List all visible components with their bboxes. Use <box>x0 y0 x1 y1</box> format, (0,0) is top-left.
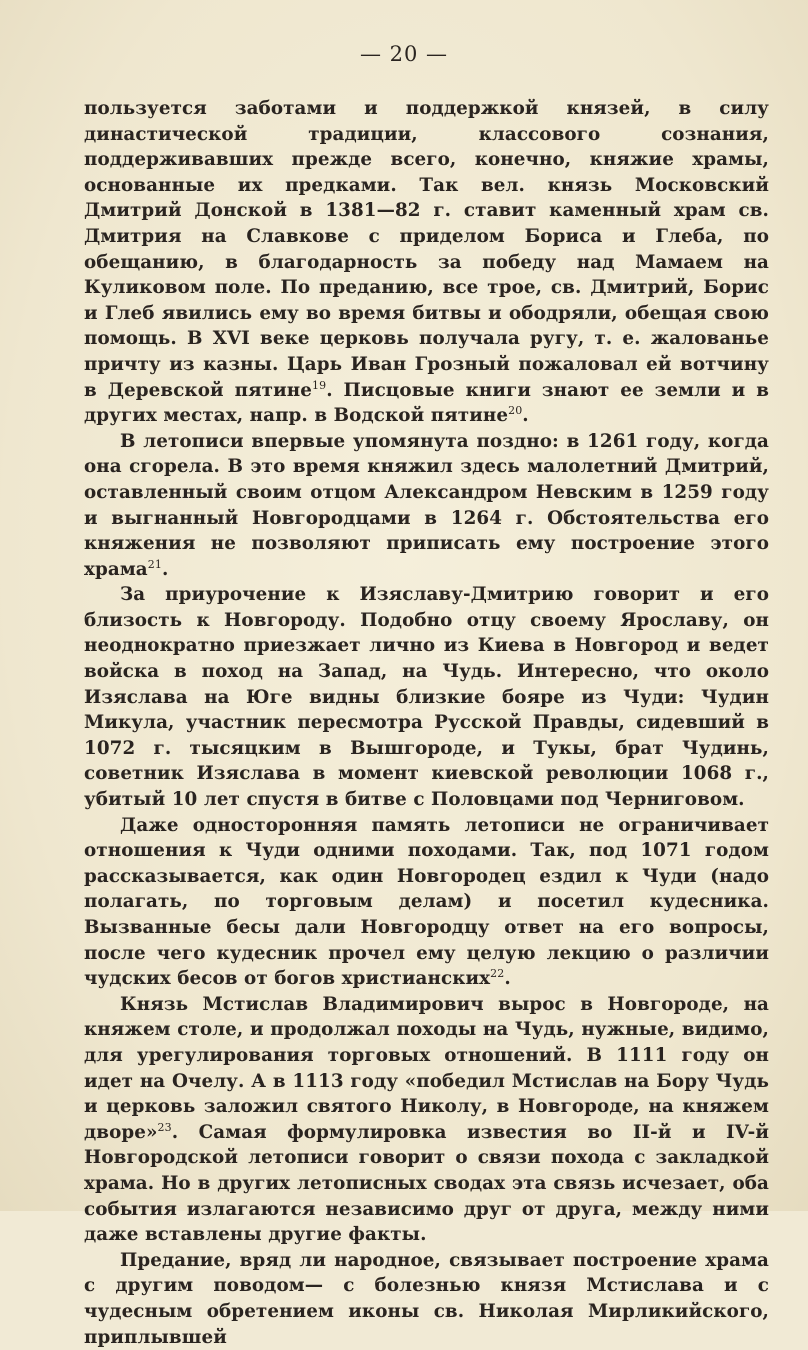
paragraph-text: . <box>504 968 511 990</box>
paragraph-text: . Самая формулировка известия во II-й и IV-й Новгородской летописи говорит о связи похода с закладкой храма. Но в других летописных сводах эта связь исчезает, оба события излагаются независимо друг от друга, между ними даже вставлены другие факты. <box>84 1121 769 1246</box>
paragraph-text: . <box>522 405 529 427</box>
paragraph <box>84 992 769 1248</box>
paragraph <box>84 813 769 992</box>
footnote-marker: 20 <box>508 404 523 418</box>
paragraph-text: В летописи впервые упомянута поздно: в 1261 году, когда она сгорела. В это время княжил здесь малолетний Дмитрий, оставленный своим отцом Александром Невским в 1259 году и выгнанный Новгородцами в 1264 г. Обстоятельства его княжения не позволяют приписать ему построение этого храма <box>84 430 769 580</box>
footnote-marker: 19 <box>311 378 327 392</box>
page-number: — 20 — <box>359 42 449 66</box>
footnote-marker: 21 <box>147 557 162 571</box>
paragraph-text: Князь Мстислав Владимирович вырос в Новгороде, на княжем столе, и продолжал походы на Чудь, нужные, видимо, для урегулирования торговых отношений. В 1111 году он идет на Очелу. А в 1113 году «победил Мстислав на Бору Чудь и церковь заложил святого Николу, в Новгороде, на княжем дворе» <box>84 993 769 1143</box>
paragraph <box>84 96 769 429</box>
paragraph <box>84 1248 769 1350</box>
paragraph-text: . Писцовые книги знают ее земли и в других местах, напр. в Водской пятине <box>84 379 769 427</box>
page-body-text <box>84 96 769 1350</box>
paragraph <box>84 582 769 812</box>
paragraph-text: Предание, вряд ли народное, связывает построение храма с другим поводом— с болезнью князя Мстислава и с чудесным обретением иконы св. Николая Мирликийского, приплывшей <box>84 1249 769 1348</box>
paragraph-text: За приурочение к Изяславу-Дмитрию говорит и его близость к Новгороду. Подобно отцу своему Ярославу, он неоднократно приезжает лично из Киева в Новгород и ведет войска в поход на Запад, на Чудь. Интересно, что около Изяслава на Юге видны близкие бояре из Чуди: Чудин Микула, участник пересмотра Русской Правды, сидевший в 1072 г. тысяцким в Вышгороде, и Тукы, брат Чудинь, советник Изяслава в момент киевской революции 1068 г., убитый 10 лет спустя в битве с Половцами под Черниговом. <box>84 584 769 811</box>
footnote-marker: 22 <box>490 967 505 981</box>
paragraph <box>84 429 769 583</box>
footnote-marker: 23 <box>157 1120 172 1134</box>
paragraph-text: . <box>161 558 169 580</box>
paragraph-text: пользуется заботами и поддержкой князей, в силу династической традиции, классового сознания, поддерживавших прежде всего, конечно, княжие храмы, основанные их предками. Так вел. князь Московский Дмитрий Донской в 1381—82 г. ставит каменный храм св. Дмитрия на Славкове с приделом Бориса и Глеба, по обещанию, в благодарность за победу над Мамаем на Куликовом поле. По преданию, все трое, св. Дмитрий, Борис и Глеб явились ему во время битвы и ободряли, обещая свою помощь. В XVI веке церковь получала ругу, т. е. жалованье причту из казны. Царь Иван Грозный пожаловал ей вотчину в Деревской пятине <box>84 98 769 401</box>
paragraph-text: Даже односторонняя память летописи не ограничивает отношения к Чуди одними походами. Так, под 1071 годом рассказывается, как один Новгородец ездил к Чуди (надо полагать, по торговым делам) и посетил кудесника. Вызванные бесы дали Новгородцу ответ на его вопросы, после чего кудесник прочел ему целую лекцию о различии чудских бесов от богов христианских <box>84 814 769 990</box>
